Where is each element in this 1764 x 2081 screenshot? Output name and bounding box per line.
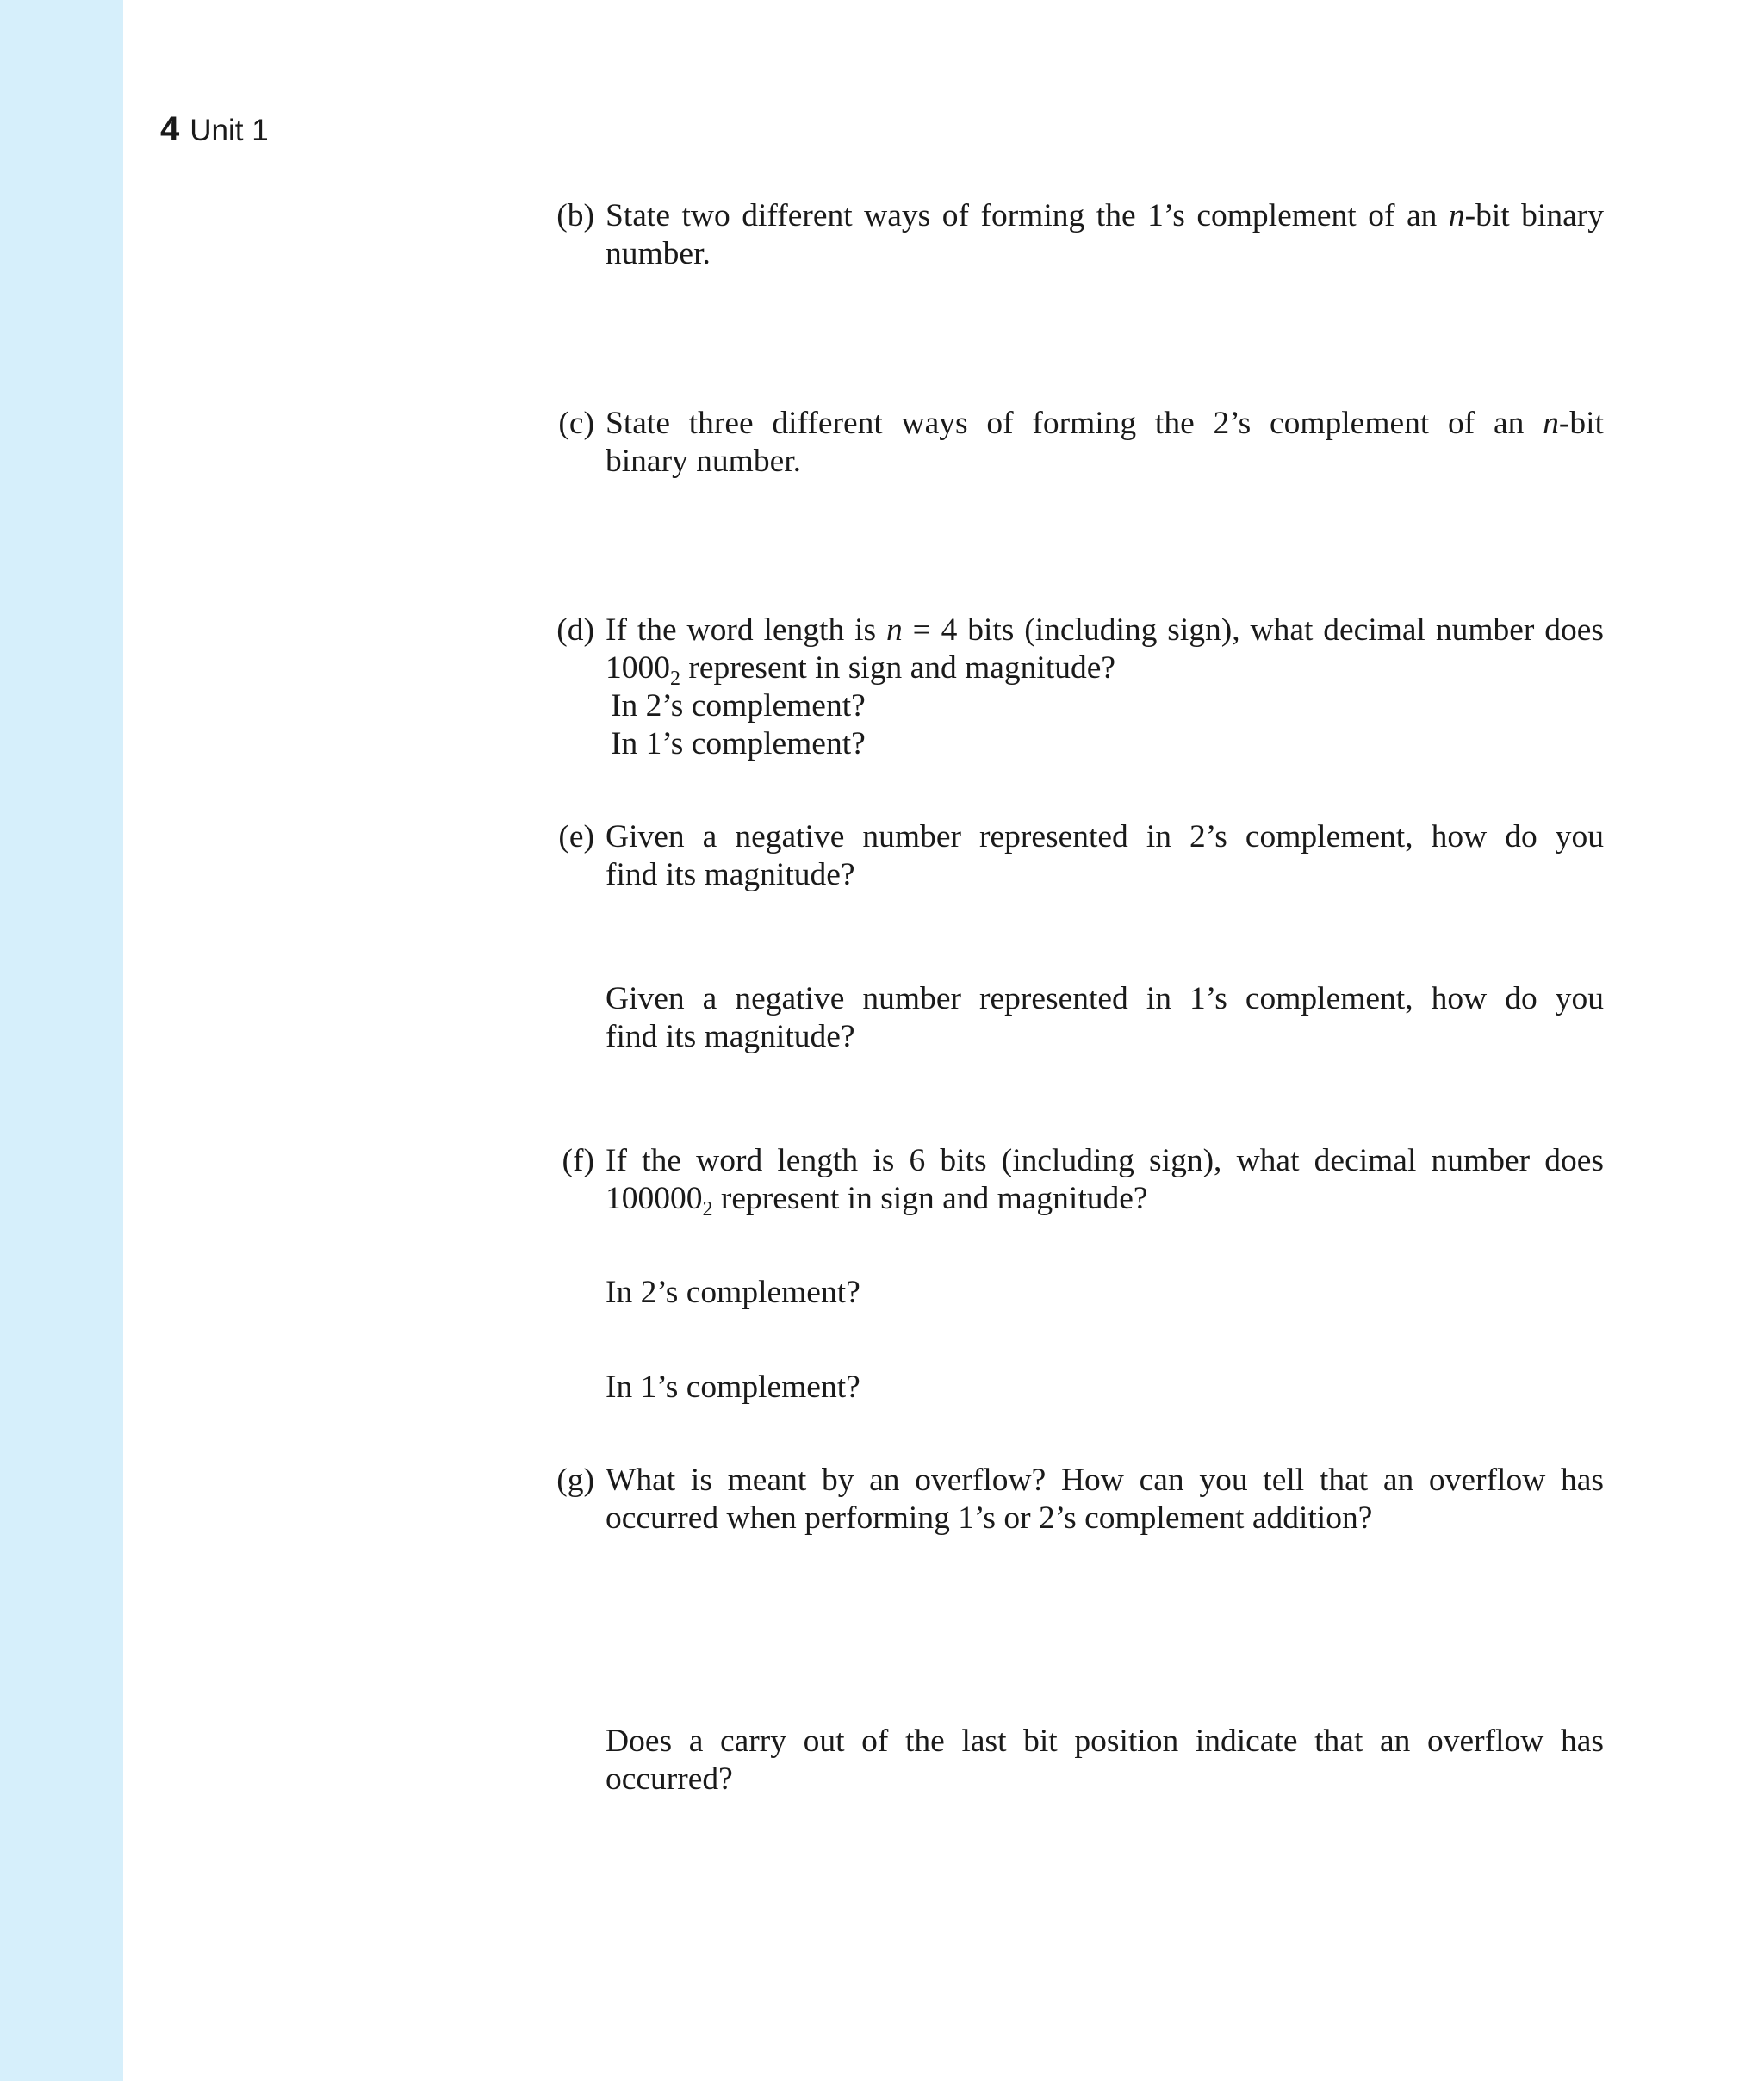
question-e-text: [606, 818, 1604, 894]
question-f-line-3: In 2’s complement?: [606, 1275, 860, 1310]
question-e-part-2-text: [606, 980, 1604, 1056]
question-f-part-2-text: [606, 1274, 1604, 1312]
question-b-text: [606, 197, 1604, 273]
question-f-part-3-text: [606, 1369, 1604, 1407]
question-f-line-1: If the word length is 6 bits (including sign), what decimal number does: [606, 1143, 1604, 1178]
question-g-line-4: occurred?: [606, 1761, 733, 1797]
question-d-line-3: In 2’s complement?: [611, 688, 866, 724]
question-f-text: [606, 1142, 1604, 1221]
question-f-label: (f): [562, 1143, 594, 1178]
question-d-text: [606, 612, 1604, 763]
question-e-label: (e): [558, 819, 594, 854]
question-e-line-4: find its magnitude?: [606, 1019, 855, 1054]
question-c-label: (c): [558, 406, 594, 441]
question-g-text: [606, 1462, 1604, 1537]
question-b-line-1: State two different ways of forming the 1’s complement of an n-bit binary: [606, 198, 1604, 233]
unit-label: Unit 1: [189, 114, 269, 147]
question-e-line-3: Given a negative number represented in 1’s complement, how do you: [606, 981, 1604, 1016]
question-f-line-2: $100000_2$ represent in sign and magnitude?: [606, 1181, 1148, 1221]
question-c-text: [606, 405, 1604, 481]
question-d-line-2: $1000_2$ represent in sign and magnitude?: [606, 650, 1116, 690]
question-c-line-2: binary number.: [606, 444, 802, 479]
question-g-line-3: Does a carry out of the last bit position indicate that an overflow has: [606, 1724, 1604, 1759]
question-c-line-1: State three different ways of forming the 2’s complement of an n-bit: [606, 406, 1604, 441]
question-g-line-2: occurred when performing 1’s or 2’s complement addition?: [606, 1500, 1373, 1536]
question-g-line-1: What is meant by an overflow? How can you tell that an overflow has: [606, 1463, 1604, 1498]
question-f-line-4: In 1’s complement?: [606, 1370, 860, 1405]
question-d-label: (d): [556, 612, 594, 648]
question-d-line-4: In 1’s complement?: [611, 726, 866, 761]
page-header: [160, 110, 269, 149]
question-d-line-1: If the word length is n = 4 bits (including sign), what decimal number does: [606, 612, 1604, 648]
question-e-line-2: find its magnitude?: [606, 857, 855, 892]
question-e-line-1: Given a negative number represented in 2’s complement, how do you: [606, 819, 1604, 854]
side-color-band: [0, 0, 123, 2081]
question-b-label: (b): [556, 198, 594, 233]
page-number: 4: [160, 110, 180, 148]
question-g-label: (g): [556, 1463, 594, 1498]
question-g-part-2-text: [606, 1723, 1604, 1798]
question-b-line-2: number.: [606, 236, 711, 271]
